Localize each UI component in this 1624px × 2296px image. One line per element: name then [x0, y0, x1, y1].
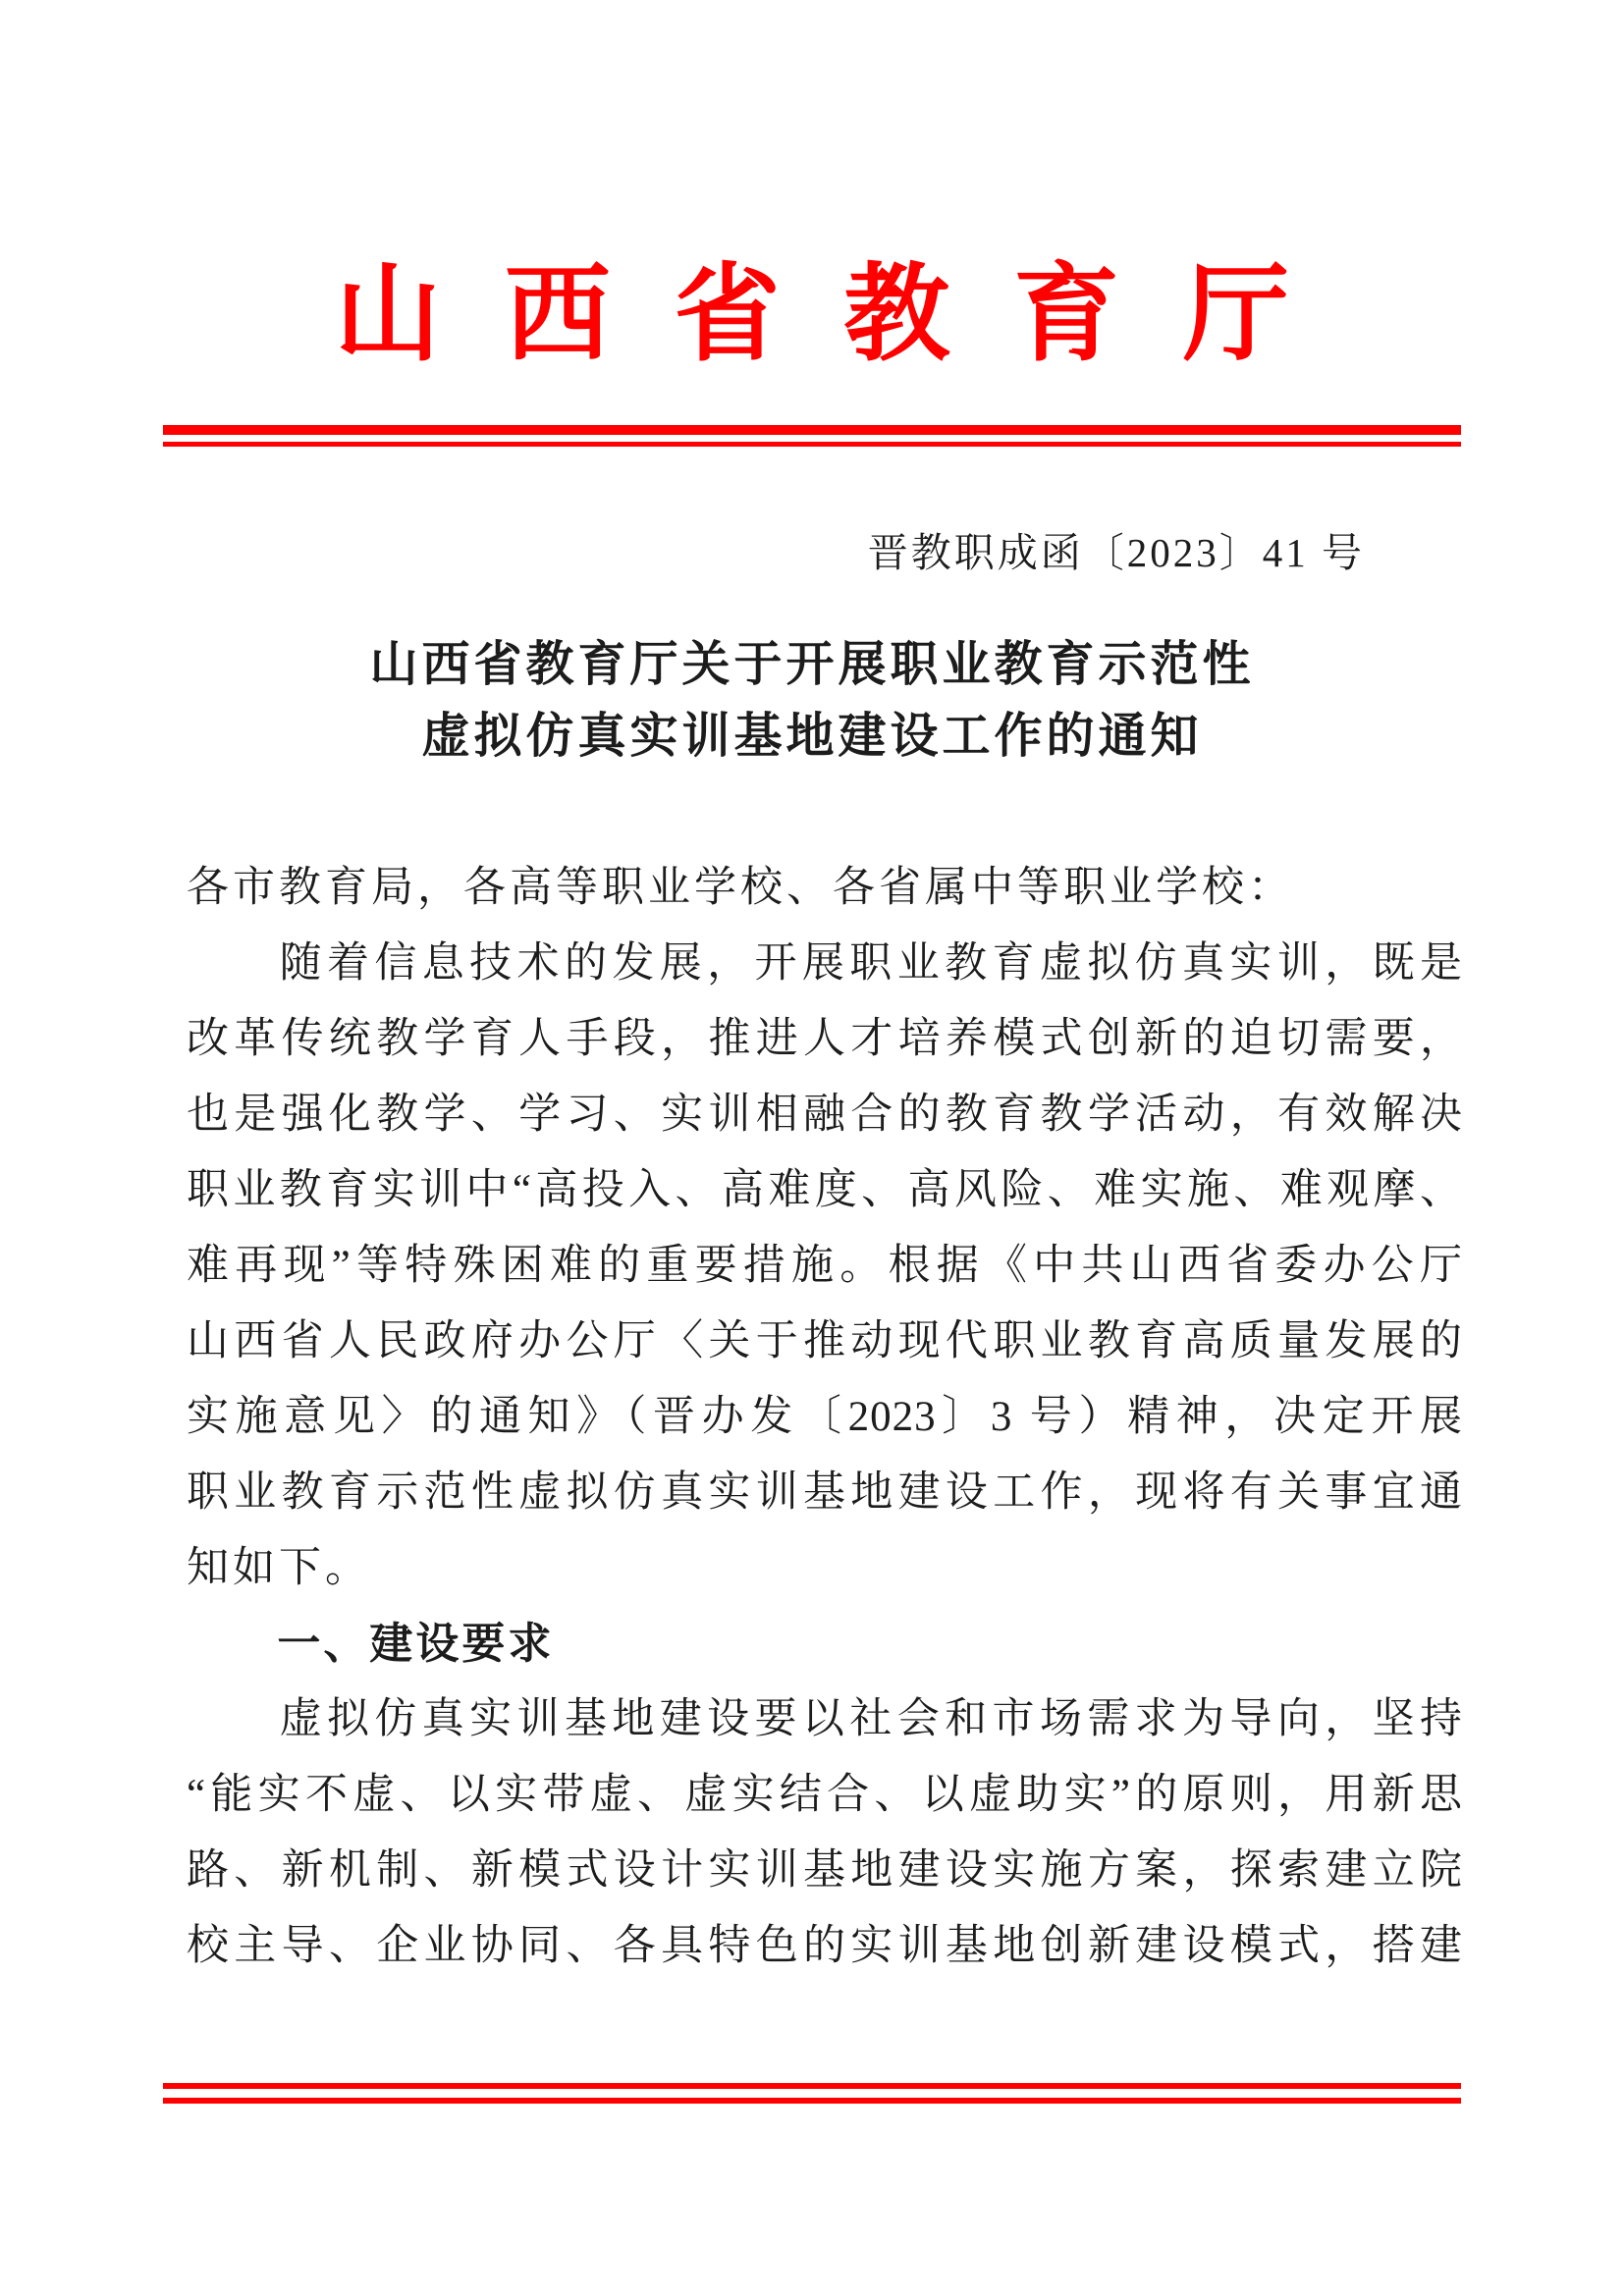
body-line: 难再现”等特殊困难的重要措施。根据《中共山西省委办公厅: [187, 1243, 1463, 1289]
body-line: 职业教育实训中“高投入、高难度、高风险、难实施、难观摩、: [187, 1167, 1463, 1213]
document-reference-number: 晋教职成函〔2023〕41 号: [867, 530, 1365, 575]
salutation-line: 各市教育局，各高等职业学校、各省属中等职业学校：: [187, 865, 1294, 911]
body-line: 路、新机制、新模式设计实训基地建设实施方案，探索建立院: [187, 1847, 1463, 1894]
footer-divider: [163, 2083, 1461, 2104]
footer-divider-bottom-bar: [163, 2098, 1461, 2104]
body-line: 校主导、企业协同、各具特色的实训基地创新建设模式，搭建: [187, 1923, 1463, 1969]
header-divider: [163, 425, 1461, 447]
body-line: 虚拟仿真实训基地建设要以社会和市场需求为导向，坚持: [279, 1696, 1463, 1742]
body-line: 职业教育示范性虚拟仿真实训基地建设工作，现将有关事宜通: [187, 1469, 1463, 1516]
body-line: 知如下。: [187, 1545, 371, 1591]
document-title-line2: 虚拟仿真实训基地建设工作的通知: [421, 709, 1203, 763]
agency-letterhead: 山西省教育厅: [334, 257, 1353, 374]
body-line: 实施意见〉的通知》（晋办发〔2023〕3 号）精神，决定开展: [187, 1394, 1463, 1440]
body-line: 山西省人民政府办公厅〈关于推动现代职业教育高质量发展的: [187, 1318, 1463, 1364]
body-line: 随着信息技术的发展，开展职业教育虚拟仿真实训，既是: [279, 940, 1463, 987]
document-body: [187, 850, 1463, 1984]
body-line: 改革传统教学育人手段，推进人才培养模式创新的迫切需要，: [187, 1016, 1463, 1062]
body-line: “能实不虚、以实带虚、虚实结合、以虚助实”的原则，用新思: [187, 1772, 1463, 1818]
body-line: 也是强化教学、学习、实训相融合的教育教学活动，有效解决: [187, 1092, 1463, 1138]
document-title: [0, 628, 1624, 772]
document-title-line1: 山西省教育厅关于开展职业教育示范性: [369, 637, 1255, 691]
header-divider-thin-bar: [163, 442, 1461, 447]
header-divider-thick-bar: [163, 425, 1461, 435]
footer-divider-top-bar: [163, 2083, 1461, 2089]
section-heading-1: 一、建设要求: [277, 1620, 555, 1668]
